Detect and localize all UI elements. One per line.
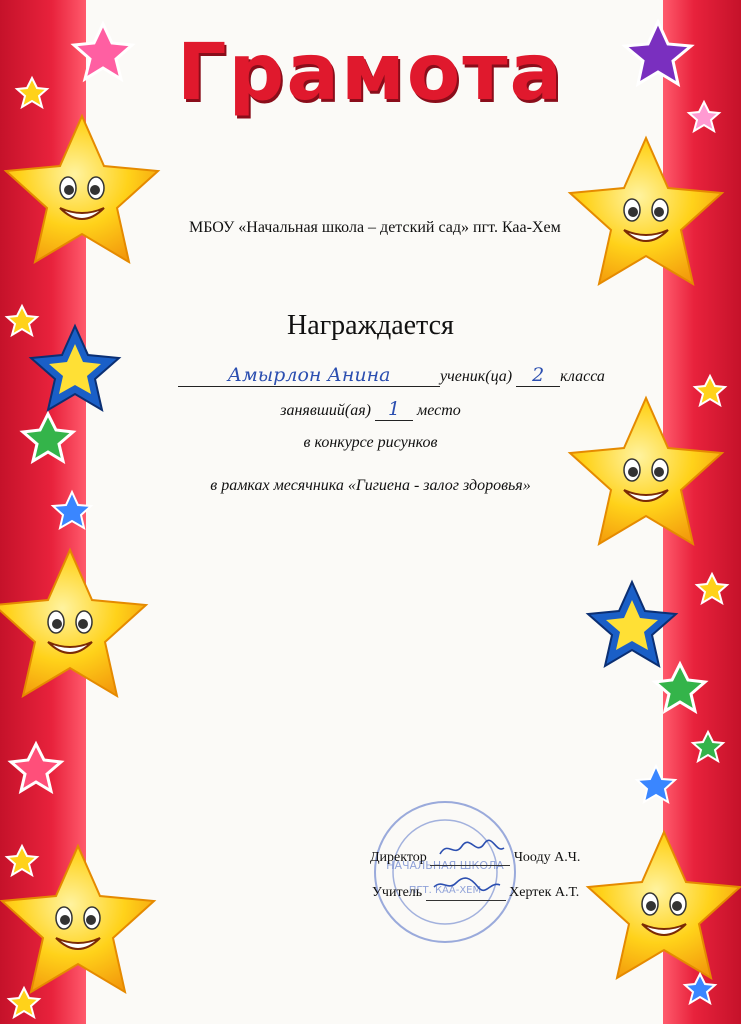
director-signature-line: [370, 838, 580, 866]
place-label-after: место: [416, 402, 461, 419]
student-label: ученик(ца): [440, 368, 513, 385]
school-stamp: [370, 797, 520, 947]
stamp-center-text: НАЧАЛЬНАЯ ШКОЛА: [386, 859, 504, 872]
teacher-signature: [426, 873, 506, 901]
teacher-name: Хертек А.Т.: [509, 885, 580, 900]
director-label: Директор: [370, 850, 427, 865]
smiley-star-icon: [570, 138, 722, 284]
small-star-icon: [9, 988, 39, 1017]
student-line: [178, 364, 605, 387]
organization-name: МБОУ «Начальная школа – детский сад» пгт. Каа-Хем: [189, 219, 561, 236]
smiley-star-icon: [588, 832, 740, 978]
green-star-icon: [655, 664, 705, 711]
smiley-star-icon: [6, 116, 158, 262]
teacher-signature-line: [372, 873, 579, 901]
blue-star-icon: [588, 582, 676, 666]
small-star-icon: [11, 744, 61, 791]
place-label-before: занявший(ая): [280, 402, 371, 419]
certificate-title: Грамота: [176, 28, 565, 118]
small-star-icon: [637, 766, 675, 802]
class-label: класса: [560, 368, 605, 385]
teacher-label: Учитель: [372, 885, 423, 900]
place-value: 1: [375, 398, 413, 421]
small-star-icon: [7, 846, 37, 875]
small-star-icon: [693, 732, 723, 761]
director-signature: [430, 838, 510, 866]
smiley-star-icon: [0, 550, 146, 696]
place-line: [0, 398, 741, 421]
director-name: Чооду А.Ч.: [513, 850, 581, 865]
event-line: в рамках месячника «Гигиена - залог здоровья»: [210, 477, 531, 494]
student-name: Амырлон Анина: [178, 364, 440, 387]
awarded-heading: Награждается: [287, 310, 454, 341]
grade-value: 2: [516, 364, 560, 387]
contest-line: в конкурсе рисунков: [303, 434, 438, 451]
stamp-bottom-text: ПГТ. КАА-ХЕМ: [408, 885, 482, 896]
small-star-icon: [53, 492, 91, 528]
small-star-icon: [697, 574, 727, 603]
